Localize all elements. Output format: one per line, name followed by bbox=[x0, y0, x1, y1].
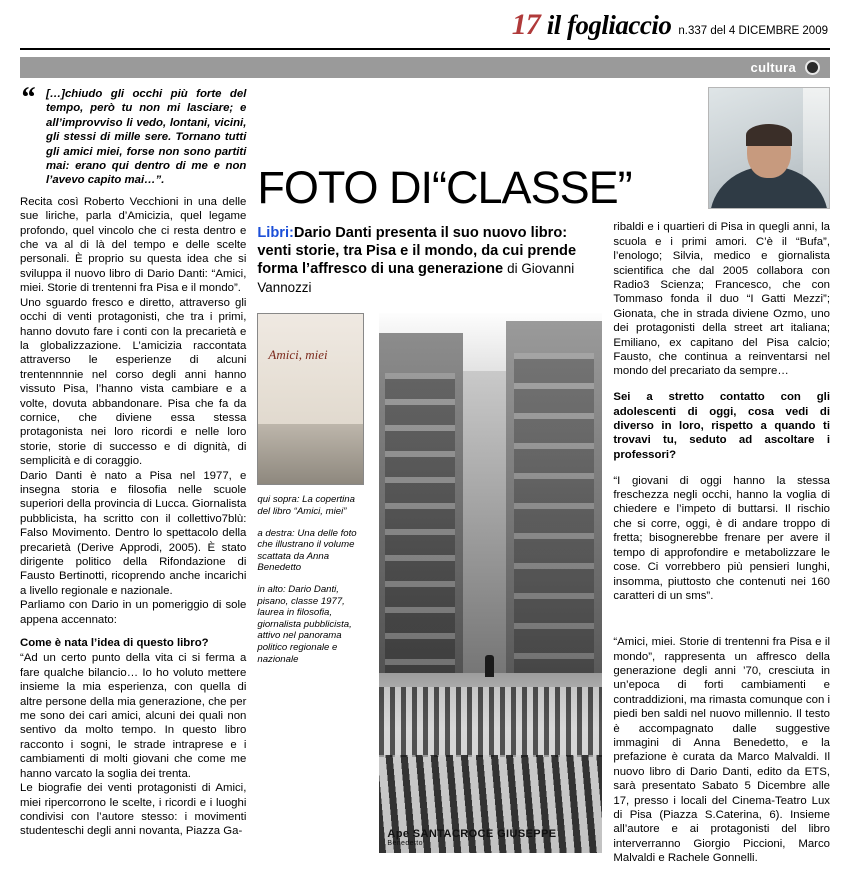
column-left bbox=[20, 81, 247, 887]
street-photo-image bbox=[379, 313, 602, 853]
photo-windows-right bbox=[514, 353, 594, 683]
caption: a destra: Una delle foto che illustrano il volume scattata da Anna Benedetto bbox=[257, 527, 357, 574]
section-bar bbox=[20, 57, 830, 78]
caption: qui sopra: La copertina del libro “Amici, miei” bbox=[257, 494, 355, 517]
portrait-hair bbox=[746, 124, 792, 146]
paragraph: “I giovani di oggi hanno la stessa freschezza negli occhi, hanno la voglia di chiedere e l’impeto di buttarsi. Il rischio che si corre, oggi, è di andare troppo di fretta; bisognerebbe frenare per avere il tempo di approfondire e metabolizzare le cose. Ci vorrebbero più pensieri lunghi, insomma, piuttosto che contenuti nei 160 caratteri di un sms”. bbox=[613, 474, 830, 602]
standfirst-kicker: Libri: bbox=[257, 225, 294, 241]
page-title: FOTO DI“CLASSE” bbox=[257, 162, 632, 213]
paragraph: Parliamo con Dario in un pomeriggio di sole appena accennato: bbox=[20, 599, 247, 626]
plaque-sub: Benedetto bbox=[387, 840, 423, 848]
cover-photo-area bbox=[258, 424, 363, 484]
plaque-main: Ape SANTACROCE GIUSEPPE bbox=[387, 828, 557, 841]
cover-title-text: Amici, miei bbox=[268, 347, 328, 363]
header-divider bbox=[20, 48, 830, 50]
paragraph: ribaldi e i quartieri di Pisa in quegli anni, la scuola e i primi amori. C’è il “Bufa”, l’enologo; Silvia, medico e giornalista scientifica che dal 2005 collabora con Radio3 Scienza; Francesco, che con Tommaso fonda il duo “I Gatti Mezzi”; Gionata, che in strada diviene Ozmo, uno dei protagonisti della street art italiana; Emiliano, ex capitano del Pisa calcio; Fausto, che continua a reinventarsi nel mondo del precariato da sempre… bbox=[613, 221, 830, 378]
publication-title: il fogliaccio bbox=[546, 10, 672, 40]
paragraph: “Amici, miei. Storie di trentenni fra Pisa e il mondo”, rappresenta un affresco della generazione degli anni ’70, cresciuta in un’epoca di forti cambiamenti e contraddizioni, ma rimasta comunque con i piedi ben saldi nel nuovo millennio. Il testo è accompagnato dalle suggestive immagini di Anna Benedetto, e la prefazione è curata da Marco Malvaldi. Il nuovo libro di Dario Danti, edito da ETS, sarà presentato Sabato 5 Dicembre alle 17, presso i locali del Cinema-Teatro Lux di Pisa (Piazza S.Caterina, 6). Insieme all’autore e ai protagonisti del libro interverranno Giorgio Piccioni, Marco Malvaldi e Rachele Gonnelli. bbox=[613, 636, 830, 865]
standfirst-text: Dario Danti presenta il suo nuovo libro: venti storie, tra Pisa e il mondo, da cui prende forma l’affresco di una generazione bbox=[257, 225, 577, 278]
street-photo-block bbox=[379, 313, 602, 853]
cover-and-captions bbox=[257, 313, 369, 853]
caption: in alto: Dario Danti, pisano, classe 1977, laurea in filosofia, giornalista pubblicista, attivo nel panorama politico regionale e nazionale bbox=[257, 583, 352, 665]
middle-media-block bbox=[257, 313, 602, 853]
paragraph: Le biografie dei venti protagonisti di Amici, miei ripercorrono le scelte, i ricordi e i luoghi condivisi con l’autore stesso: i movimenti studenteschi degli anni novanta, Piazza Ga- bbox=[20, 782, 247, 838]
book-cover-image bbox=[257, 313, 364, 485]
photo-windows-left bbox=[385, 373, 455, 673]
right-body-text bbox=[613, 220, 830, 378]
circle-icon bbox=[805, 60, 820, 75]
article-body bbox=[20, 81, 830, 887]
standfirst bbox=[257, 225, 602, 297]
left-body-text bbox=[20, 195, 246, 627]
pull-quote bbox=[20, 81, 247, 188]
interview-question: Sei a stretto contatto con gli adolescenti di oggi, cosa vedi di diverso in loro, rispetto a quando ti trovavi tu, seduto ad ascoltare i professori? bbox=[613, 391, 830, 461]
page-number: 17 bbox=[511, 8, 540, 41]
interview-question: Come è nata l’idea di questo libro? bbox=[20, 637, 209, 650]
portrait-image bbox=[708, 87, 830, 209]
paragraph: “Ad un certo punto della vita ci si ferma a fare qualche bilancio… Io ho voluto mettere insieme la mia esperienza, con quella di altre persone della mia generazione, che per me sono dei cari amici, alcuni dei quali non sentivo da molto tempo. In questo libro racconto i sogni, le strade intraprese e i cambiamenti di molti giovani che come me hanno varcato la soglia dei trenta. bbox=[20, 652, 247, 780]
pull-quote-text: […]chiudo gli occhi più forte del tempo, però tu non mi lasciare; e all’improvviso li vedo, lontani, vicini, gli stessi di mille sere. Tornano tutti gli amici miei, forse non sono partiti mai: erano qui dentro di me e non l’avevo capito mai…”. bbox=[46, 88, 247, 187]
left-answer-text bbox=[20, 651, 246, 838]
right-closing-text bbox=[613, 635, 830, 866]
spacer bbox=[613, 615, 830, 624]
column-right bbox=[613, 87, 830, 887]
masthead-inner bbox=[512, 8, 828, 42]
section-label: cultura bbox=[750, 60, 796, 75]
paragraph: Recita così Roberto Vecchioni in una delle sue liriche, parla d’Amicizia, quel legame profondo, quel vincolo che ci resta dentro e che va al di là del tempo e delle scelte personali. È proprio su questa idea che si sviluppa il nuovo libro di Dario Danti: “Amici, miei. Storie di trentenni fra Pisa e il mondo”. bbox=[20, 195, 247, 295]
photo-plaque-text bbox=[387, 828, 556, 847]
byline: di Giovanni Vannozzi bbox=[257, 261, 575, 295]
column-middle bbox=[257, 87, 632, 887]
photo-crowd bbox=[379, 687, 602, 757]
right-answer-text bbox=[613, 474, 830, 604]
quote-mark-icon: “ bbox=[20, 81, 35, 114]
photo-building-center bbox=[463, 371, 506, 701]
paragraph: Dario Danti è nato a Pisa nel 1977, e insegna storia e filosofia nelle scuole superiori della provincia di Lucca. Giornalista pubblicista, ha scritto con il collettivo7blù: Falso Movimento. Dentro lo spettacolo della precarietà (Derive Approdi, 2005). È stato dirigente politico della Rifondazione di Fausto Bertinotti, ricoprendo anche incarichi a livello regionale e nazionale. bbox=[20, 469, 247, 597]
issue-info: n.337 del 4 DICEMBRE 2009 bbox=[678, 25, 828, 37]
photo-figure bbox=[485, 655, 494, 677]
masthead bbox=[14, 0, 836, 46]
paragraph: Uno sguardo fresco e diretto, attraverso gli occhi di venti protagonisti, che tra i primi, hanno dovuto fare i conti con la precarietà e la globalizzazione. L’amicizia raccontata attraverso le esperienze di alcuni trentennnnie nel corso degli anni hanno vissuto Pisa, l’hanno vista cambiare e a volte, dovuta abbandonare. Pisa che fa da cornice, che diviene essa stessa protagonista nei loro ricordi e nelle loro storie, storie di successo e di dignità, di semplicità e di coraggio. bbox=[20, 296, 247, 468]
